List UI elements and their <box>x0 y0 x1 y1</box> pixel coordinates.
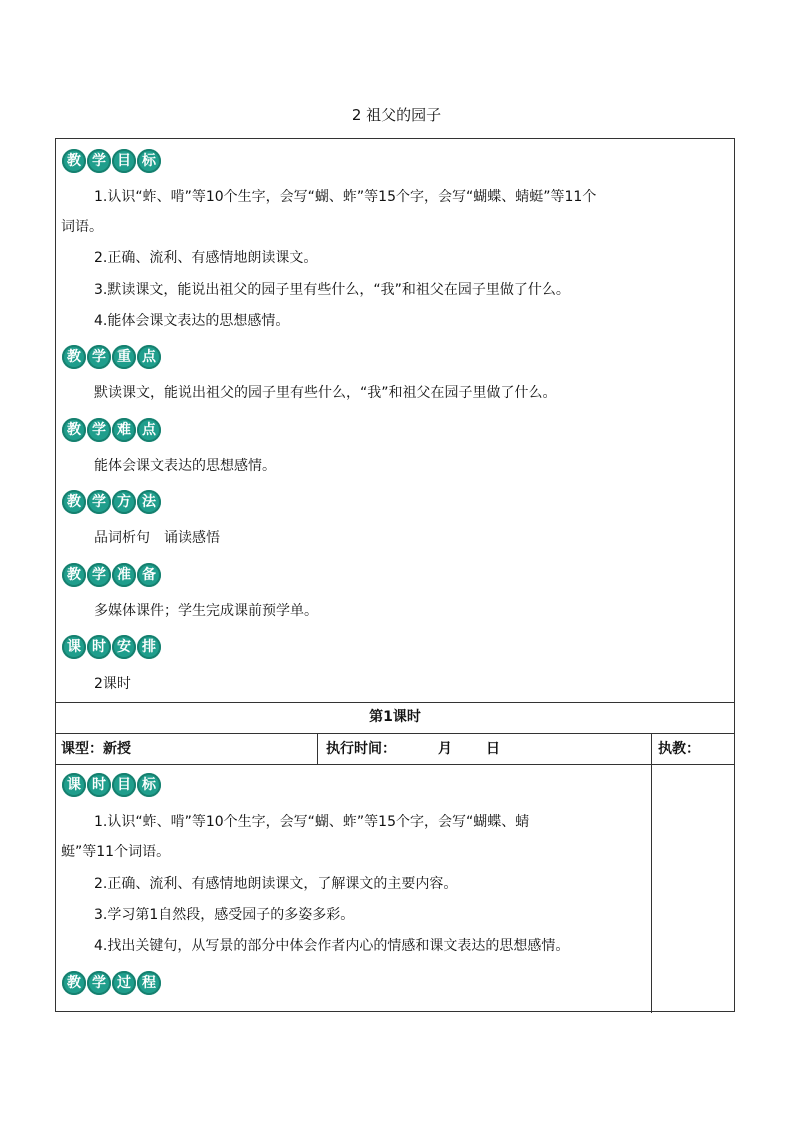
section-tag-lesson-goals <box>62 773 161 797</box>
lesson-goal-item: 1.认识“蚱、啃”等10个生字，会写“蝴、蚱”等15个字，会写“蝴蝶、蜻 <box>94 814 530 830</box>
tag-char: 目 <box>112 773 136 797</box>
tag-char: 教 <box>62 149 86 173</box>
execution-time-label: 执行时间： <box>326 741 396 757</box>
table-column-divider <box>317 733 318 764</box>
lesson-goal-item: 2.正确、流利、有感情地朗读课文，了解课文的主要内容。 <box>94 876 458 892</box>
table-rule <box>56 733 734 734</box>
tag-char: 排 <box>137 635 161 659</box>
tag-char: 点 <box>137 418 161 442</box>
lesson-plan-table <box>55 138 735 1012</box>
section-tag-preparation <box>62 563 161 587</box>
tag-char: 教 <box>62 418 86 442</box>
lesson-goal-item-continued: 蜓”等11个词语。 <box>61 844 171 860</box>
tag-char: 学 <box>87 971 111 995</box>
tag-char: 时 <box>87 635 111 659</box>
tag-char: 课 <box>62 773 86 797</box>
section-tag-teaching-goals <box>62 149 161 173</box>
tag-char: 教 <box>62 563 86 587</box>
tag-char: 过 <box>112 971 136 995</box>
tag-char: 学 <box>87 149 111 173</box>
tag-char: 学 <box>87 418 111 442</box>
goal-item: 2.正确、流利、有感情地朗读课文。 <box>94 250 318 266</box>
tag-char: 教 <box>62 490 86 514</box>
schedule-text: 2课时 <box>94 676 131 692</box>
tag-char: 重 <box>112 345 136 369</box>
goal-item: 3.默读课文，能说出祖父的园子里有些什么，“我”和祖父在园子里做了什么。 <box>94 282 570 298</box>
lesson-goal-item: 4.找出关键句，从写景的部分中体会作者内心的情感和课文表达的思想感情。 <box>94 938 570 954</box>
lesson-type-label: 课型：新授 <box>61 741 131 757</box>
section-tag-key-points <box>62 345 161 369</box>
tag-char: 法 <box>137 490 161 514</box>
tag-char: 难 <box>112 418 136 442</box>
tag-char: 程 <box>137 971 161 995</box>
section-tag-teaching-process <box>62 971 161 995</box>
goal-item: 4.能体会课文表达的思想感情。 <box>94 313 290 329</box>
tag-char: 备 <box>137 563 161 587</box>
table-column-divider <box>651 733 652 1013</box>
tag-char: 方 <box>112 490 136 514</box>
methods-text: 品词析句 诵读感悟 <box>94 530 220 546</box>
tag-char: 标 <box>137 149 161 173</box>
tag-char: 点 <box>137 345 161 369</box>
goal-item: 1.认识“蚱、啃”等10个生字，会写“蝴、蚱”等15个字，会写“蝴蝶、蜻蜓”等11个 <box>94 189 597 205</box>
tag-char: 准 <box>112 563 136 587</box>
section-tag-schedule <box>62 635 161 659</box>
tag-char: 课 <box>62 635 86 659</box>
month-label: 月 <box>438 741 452 757</box>
lesson-goal-item: 3.学习第1自然段，感受园子的多姿多彩。 <box>94 907 355 923</box>
page-title: 2 祖父的园子 <box>351 106 442 124</box>
tag-char: 教 <box>62 971 86 995</box>
tag-char: 标 <box>137 773 161 797</box>
day-label: 日 <box>486 741 500 757</box>
goal-item-continued: 词语。 <box>61 219 103 235</box>
key-points-text: 默读课文，能说出祖父的园子里有些什么，“我”和祖父在园子里做了什么。 <box>94 385 557 401</box>
tag-char: 教 <box>62 345 86 369</box>
table-rule <box>56 764 734 765</box>
preparation-text: 多媒体课件；学生完成课前预学单。 <box>94 603 318 619</box>
tag-char: 目 <box>112 149 136 173</box>
tag-char: 安 <box>112 635 136 659</box>
table-rule <box>56 702 734 703</box>
section-tag-difficulties <box>62 418 161 442</box>
teacher-label: 执教： <box>658 741 700 757</box>
difficulties-text: 能体会课文表达的思想感情。 <box>94 458 276 474</box>
lesson-heading: 第1课时 <box>369 709 421 725</box>
section-tag-methods <box>62 490 161 514</box>
tag-char: 学 <box>87 345 111 369</box>
tag-char: 学 <box>87 563 111 587</box>
tag-char: 学 <box>87 490 111 514</box>
tag-char: 时 <box>87 773 111 797</box>
